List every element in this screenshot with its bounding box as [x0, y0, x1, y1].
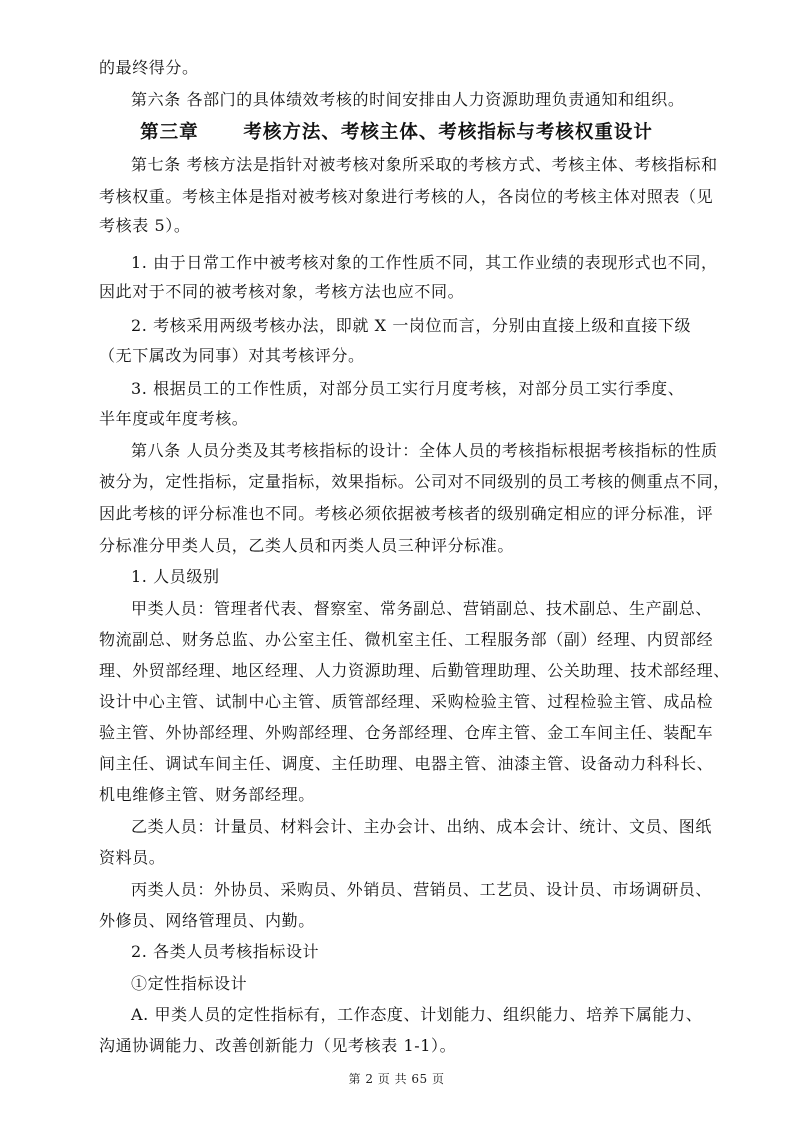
paragraph-line: 外修员、网络管理员、内勤。 — [99, 911, 315, 930]
article-8: 第八条 人员分类及其考核指标的设计：全体人员的考核指标根据考核指标的性质 — [131, 441, 718, 460]
paragraph-line: 考核表 5）。 — [99, 216, 191, 235]
paragraph-line: 机电维修主管、财务部经理。 — [99, 785, 315, 804]
paragraph-line: 考核权重。考核主体是指对被考核对象进行考核的人，各岗位的考核主体对照表（见 — [99, 187, 714, 206]
paragraph-line: 设计中心主管、试制中心主管、质管部经理、采购检验主管、过程检验主管、成品检 — [99, 692, 714, 711]
paragraph-line: 资料员。 — [99, 848, 166, 867]
section-heading: 2. 各类人员考核指标设计 — [131, 942, 320, 961]
list-item: 1. 由于日常工作中被考核对象的工作性质不同，其工作业绩的表现形式也不同， — [131, 253, 718, 272]
paragraph-line: 理、外贸部经理、地区经理、人力资源助理、后勤管理助理、公关助理、技术部经理、 — [99, 661, 730, 680]
page-footer: 第 2 页 共 65 页 — [348, 1072, 445, 1086]
subsection-heading: ①定性指标设计 — [131, 974, 248, 993]
paragraph-line: 被分为，定性指标，定量指标，效果指标。公司对不同级别的员工考核的侧重点不同， — [99, 472, 730, 491]
article-6: 第六条 各部门的具体绩效考核的时间安排由人力资源助理负责通知和组织。 — [131, 90, 685, 109]
article-7: 第七条 考核方法是指针对被考核对象所采取的考核方式、考核主体、考核指标和 — [131, 155, 718, 174]
paragraph-line: 丙类人员：外协员、采购员、外销员、营销员、工艺员、设计员、市场调研员、 — [131, 880, 713, 899]
paragraph-line: 的最终得分。 — [99, 58, 199, 77]
paragraph-line: 物流副总、财务总监、办公室主任、微机室主任、工程服务部（副）经理、内贸部经 — [99, 630, 714, 649]
paragraph-line: 半年度或年度考核。 — [99, 409, 249, 428]
paragraph-line: A. 甲类人员的定性指标有，工作态度、计划能力、组织能力、培养下属能力、 — [131, 1005, 703, 1024]
section-heading: 1. 人员级别 — [131, 567, 220, 586]
paragraph-line: 沟通协调能力、改善创新能力（见考核表 1-1）。 — [99, 1036, 457, 1055]
chapter-heading: 第三章 考核方法、考核主体、考核指标与考核权重设计 — [140, 122, 653, 143]
list-item: 3. 根据员工的工作性质，对部分员工实行月度考核，对部分员工实行季度、 — [131, 379, 685, 398]
paragraph-line: 间主任、调试车间主任、调度、主任助理、电器主管、油漆主管、设备动力科科长、 — [99, 754, 714, 773]
paragraph-line: 因此考核的评分标准也不同。考核必须依据被考核者的级别确定相应的评分标准，评 — [99, 504, 714, 523]
paragraph-line: 验主管、外协部经理、外购部经理、仓务部经理、仓库主管、金工车间主任、装配车 — [99, 723, 714, 742]
paragraph-line: 因此对于不同的被考核对象，考核方法也应不同。 — [99, 282, 465, 301]
paragraph-line: 分标准分甲类人员，乙类人员和丙类人员三种评分标准。 — [99, 536, 515, 555]
list-item: 2. 考核采用两级考核办法，即就 X 一岗位而言，分别由直接上级和直接下级 — [131, 316, 692, 335]
paragraph-line: 乙类人员：计量员、材料会计、主办会计、出纳、成本会计、统计、文员、图纸 — [131, 817, 713, 836]
paragraph-line: （无下属改为同事）对其考核评分。 — [99, 346, 365, 365]
paragraph-line: 甲类人员：管理者代表、督察室、常务副总、营销副总、技术副总、生产副总、 — [131, 599, 713, 618]
